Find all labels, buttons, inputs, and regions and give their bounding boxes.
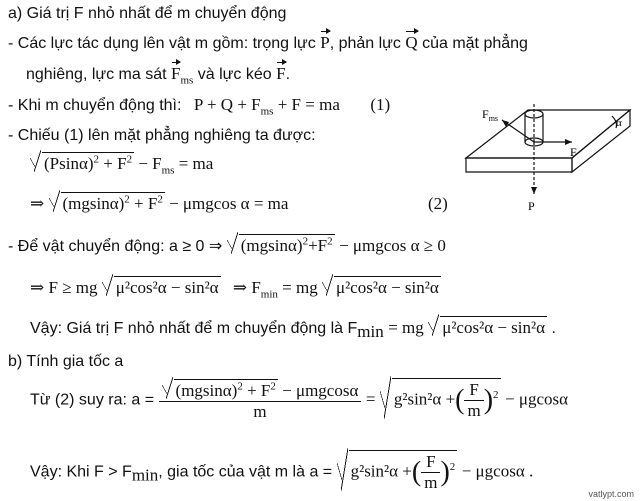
watermark: vatlypt.com: [588, 489, 634, 499]
line-friction-end: và lực kéo: [197, 66, 272, 83]
label-alpha: α: [616, 117, 622, 129]
equation-2: ⇒ $(mgsin\alpha)^2 + F^2 - \mu mgcos$ α = ma: [30, 193, 289, 213]
label-F: F: [570, 145, 577, 159]
equation-number-2: (2): [428, 194, 448, 213]
line-friction-text: nghiêng, lực ma sát: [26, 66, 167, 83]
section-a-title: a) Giá trị F nhỏ nhất để m chuyển động: [8, 5, 287, 22]
line-conclusion-b: Vậy: Khi $F > F_{min}$, gia tốc của vật m là a = g²sin²α +( $\frac{F}{m}$ )$^2$ − μgcosα .: [30, 452, 534, 492]
equation-1: $P + Q + F_{ms} + F$ = ma: [193, 95, 340, 118]
line-forces: [8, 33, 528, 54]
label-Fms: $F_{ms}$: [482, 107, 499, 123]
equation-projection: $(Psin\alpha)^2 + F^2 - F_{ms}$ = ma: [30, 152, 213, 174]
line-eq1: [8, 95, 390, 116]
inclined-plane-diagram: [462, 96, 640, 222]
vector-Q: Q: [405, 33, 418, 52]
line-conclusion-a: Vậy: Giá trị F nhỏ nhất để m chuyển động là $F_{min}$ = mg μ²cos²α − sin²α .: [30, 318, 556, 342]
line-forces-mid: , phản lực: [329, 35, 401, 52]
line-eq1-text: - Khi m chuyển động thì:: [8, 97, 182, 114]
line-friction: [26, 64, 290, 85]
line-condition: - Để vật chuyển động: a ≥ 0 ⇒ $(mgsin\alpha)^2+F^2 - \mu mgcos$ α ≥ 0: [8, 235, 446, 255]
vector-F: F: [276, 64, 286, 83]
line-forces-end: của mặt phẳng: [422, 35, 528, 52]
equation-Fmin: ⇒ F ≥ mg μ²cos²α − sin²α ⇒ $F_{min}$ = mg μ²cos²α − sin²α: [30, 278, 439, 301]
incline-front-face: [466, 158, 572, 172]
line-forces-text: - Các lực tác dụng lên vật m gồm: trọng lực: [8, 35, 316, 52]
line-friction-dot: .: [285, 66, 291, 83]
vector-P: P: [320, 33, 330, 52]
equation-acceleration: Từ (2) suy ra: a = $\frac{(mgsin\alpha)^2 + F^2 - \mu mgcos\alpha}{m}$ = g²sin²α +( $\frac{F}{m}$ )$^2$ − μgcosα: [30, 380, 569, 421]
section-b-title: b) Tính gia tốc a: [8, 353, 124, 370]
vector-Fms: F: [171, 64, 181, 83]
line-projection: - Chiếu (1) lên mặt phẳng nghiêng ta được:: [8, 127, 316, 144]
label-P: P: [528, 199, 535, 213]
equation-number-1: (1): [370, 95, 391, 114]
sub-ms: ms: [180, 74, 194, 87]
